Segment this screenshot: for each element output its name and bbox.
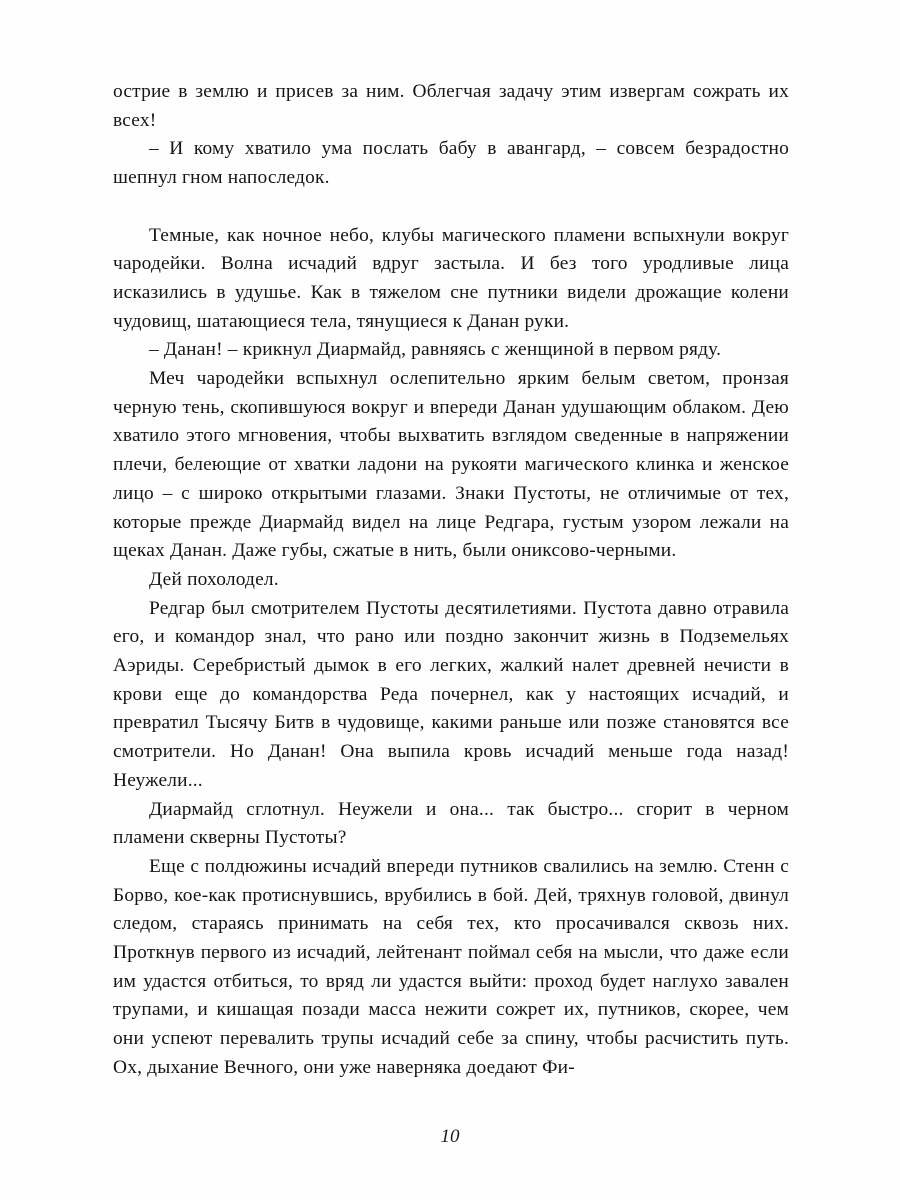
- paragraph: Темные, как ночное небо, клубы магического пламени вспыхнули вокруг чародейки. Волна исчадий вдруг застыла. И без того уродливые лица исказились в удушье. Как в тяжелом сне путники видели дрожащие колени чудовищ, шатающиеся тела, тянущиеся к Данан руки.: [113, 224, 789, 332]
- paragraph: – И кому хватило ума послать бабу в авангард, – совсем безрадостно шепнул гном напоследок.: [113, 138, 789, 189]
- paragraph: Еще с полдюжины исчадий впереди путников свалились на землю. Стенн с Борво, кое-как протиснувшись, врубились в бой. Дей, тряхнув головой, двинул следом, стараясь принимать на себя тех, кто просачивался сквозь них. Проткнув первого из исчадий, лейтенант поймал себя на мысли, что даже если им удастся отбиться, то вряд ли удастся выйти: проход будет наглухо завален трупами, и кишащая позади масса нежити сожрет их, путников, скорее, чем они успеют перевалить трупы исчадий себе за спину, чтобы расчистить путь. Ох, дыхание Вечного, они уже наверняка доедают Фи-: [113, 855, 789, 1078]
- paragraph: Меч чародейки вспыхнул ослепительно ярким белым светом, пронзая черную тень, скопившуюся вокруг и впереди Данан удушающим облаком. Дею хватило этого мгновения, чтобы выхватить взглядом сведенные в напряжении плечи, белеющие от хватки ладони на рукояти магического клинка и женское лицо – с широко открытыми глазами. Знаки Пустоты, не отличимые от тех, которые прежде Диармайд видел на лице Редгара, густым узором лежали на щеках Данан. Даже губы, сжатые в нить, были ониксово-черными.: [113, 368, 789, 562]
- paragraph: – Данан! – крикнул Диармайд, равняясь с женщиной в первом ряду.: [149, 339, 722, 361]
- paragraph: Диармайд сглотнул. Неужели и она... так быстро... сгорит в черном пламени скверны Пустоты?: [113, 798, 789, 849]
- paragraph: острие в землю и присев за ним. Облегчая задачу этим извергам сожрать их всех!: [113, 81, 789, 131]
- paragraph: Редгар был смотрителем Пустоты десятилетиями. Пустота давно отравила его, и командор знал, что рано или поздно закончит жизнь в Подземельях Аэриды. Серебристый дымок в его легких, жалкий налет древней нечисти в крови еще до командорства Реда почернел, как у настоящих исчадий, и превратил Тысячу Битв в чудовище, какими раньше или позже становятся все смотрители. Но Данан! Она выпила кровь исчадий меньше года назад! Неужели...: [113, 597, 789, 791]
- paragraph: Дей похолодел.: [149, 568, 279, 590]
- page-text-column: [113, 78, 789, 1083]
- page-number: 10: [440, 1126, 460, 1147]
